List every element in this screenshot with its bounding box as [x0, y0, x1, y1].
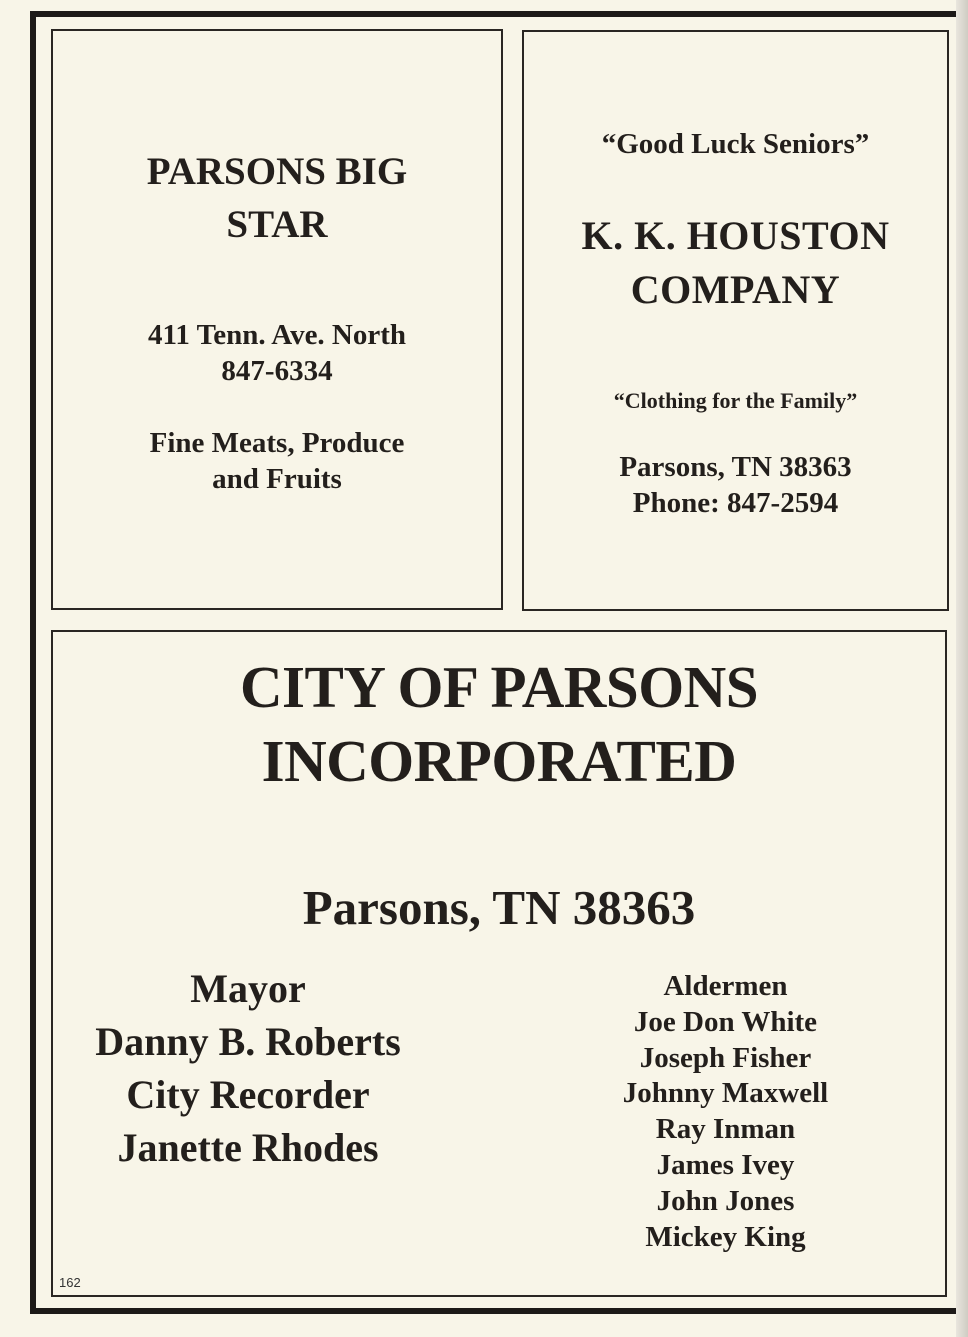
alderman-name: Joseph Fisher [639, 1041, 812, 1074]
big-star-contact [53, 317, 501, 389]
mayor-label: Mayor [190, 966, 306, 1011]
big-star-phone: 847-6334 [221, 355, 333, 387]
alderman-name: James Ivey [656, 1148, 795, 1181]
alderman-name: Johnny Maxwell [622, 1077, 829, 1110]
city-officials [63, 962, 433, 1174]
aldermen-list [593, 969, 858, 1255]
page-edge-shadow [956, 0, 968, 1337]
big-star-services [53, 425, 501, 497]
houston-name-line: K. K. HOUSTON [581, 213, 890, 258]
city-location: Parsons, TN 38363 [302, 880, 696, 935]
city-title [53, 650, 945, 798]
alderman-name: Ray Inman [655, 1113, 796, 1146]
big-star-title [53, 145, 501, 251]
aldermen-label: Aldermen [663, 970, 788, 1002]
houston-name-line: COMPANY [630, 267, 841, 312]
big-star-services-line: Fine Meats, Produce [149, 427, 405, 459]
houston-contact [524, 449, 947, 521]
houston-company-name [524, 209, 947, 317]
page-number: 162 [59, 1275, 81, 1290]
city-title-line: CITY OF PARSONS [239, 654, 759, 720]
ad-parsons-big-star [51, 29, 503, 610]
alderman-name: John Jones [656, 1184, 795, 1217]
big-star-title-line: PARSONS BIG [146, 150, 408, 193]
alderman-name: Mickey King [645, 1220, 806, 1253]
big-star-title-line: STAR [226, 203, 328, 246]
houston-tagline: “Clothing for the Family” [613, 388, 858, 413]
houston-phone: Phone: 847-2594 [632, 487, 839, 519]
houston-city: Parsons, TN 38363 [619, 451, 852, 483]
alderman-name: Joe Don White [633, 1005, 818, 1038]
big-star-services-line: and Fruits [212, 463, 342, 495]
recorder-label: City Recorder [126, 1072, 370, 1117]
houston-slogan: “Good Luck Seniors” [601, 128, 870, 160]
mayor-name: Danny B. Roberts [95, 1019, 401, 1064]
city-title-line: INCORPORATED [261, 728, 737, 794]
ad-city-of-parsons [51, 630, 947, 1297]
ad-kk-houston-company [522, 30, 949, 611]
big-star-address: 411 Tenn. Ave. North [147, 319, 407, 351]
recorder-name: Janette Rhodes [117, 1125, 379, 1170]
